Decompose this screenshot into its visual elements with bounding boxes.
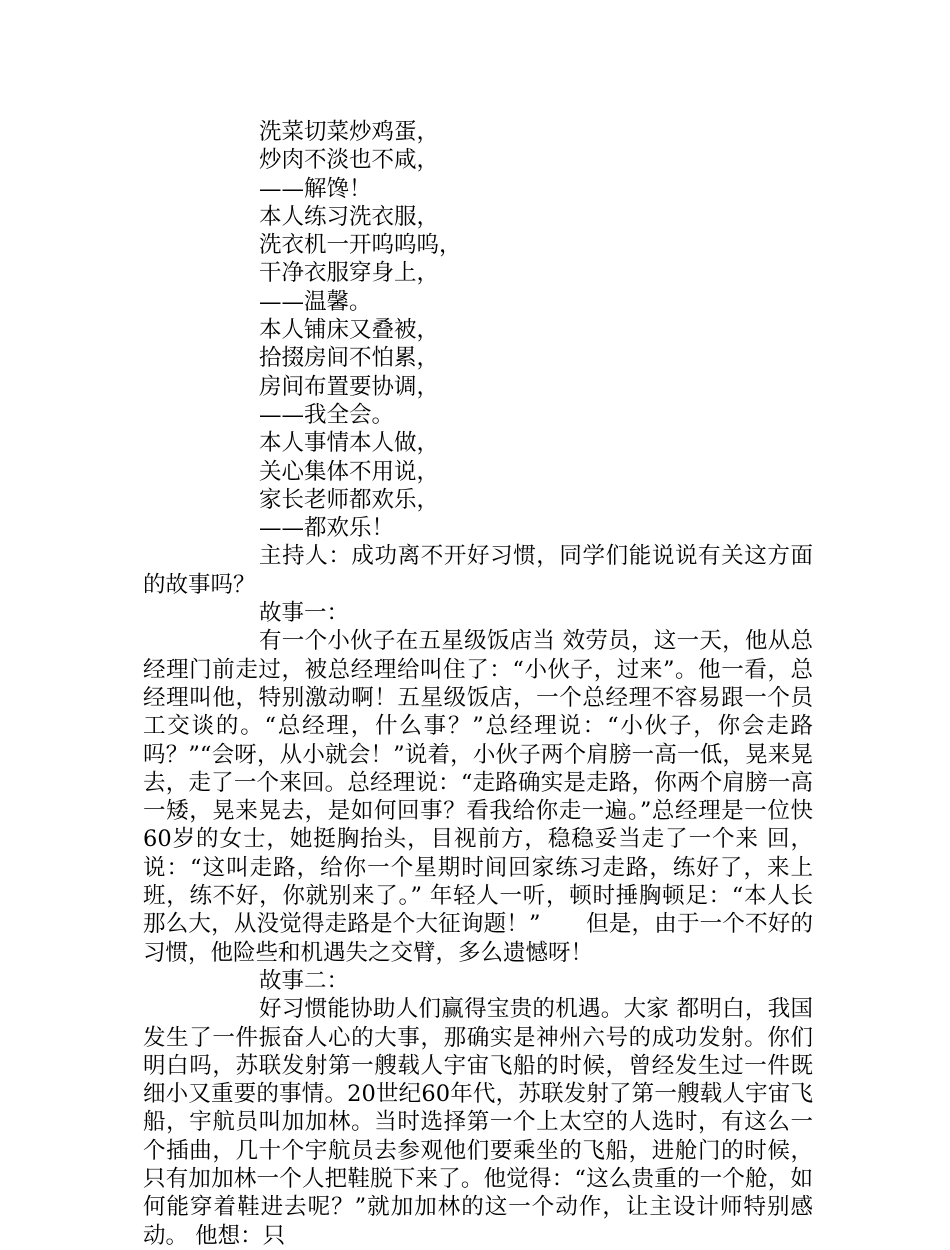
poem-line: 家长老师都欢乐，: [259, 486, 440, 513]
poem: [143, 118, 813, 542]
poem-line: 关心集体不用说，: [259, 458, 440, 485]
story1-heading: 故事一：: [259, 600, 350, 627]
poem-line: 炒肉不淡也不咸，: [259, 147, 440, 174]
poem-line: 干净衣服穿身上，: [259, 260, 440, 287]
poem-line: ——我全会。: [259, 401, 395, 428]
document-body: [143, 118, 813, 1250]
poem-line: ——解馋！: [259, 175, 372, 202]
poem-line: 洗菜切菜炒鸡蛋，: [259, 119, 440, 145]
poem-line: 本人事情本人做，: [259, 430, 440, 457]
poem-line: 拾掇房间不怕累，: [259, 345, 440, 372]
story2-heading: 故事二：: [259, 967, 350, 994]
poem-line: 本人铺床又叠被，: [259, 317, 440, 344]
poem-line: 房间布置要协调，: [259, 373, 440, 400]
story2-paragraph: 好习惯能协助人们赢得宝贵的机遇。大家 都明白，我国发生了一件振奋人心的大事，那确实是神州六号的成功发射。你们明白吗，苏联发射第一艘载人宇宙飞船的时候，曾经发生过一件既细小又重要的事情。20世纪60年代，苏联发射了第一艘载人宇宙飞船，宇航员叫加加林。当时选择第一个上太空的人选时，有这么一个插曲，几十个宇航员去参观他们要乘坐的飞船，进舱门的时候，只有加加林一个人把鞋脱下来了。他觉得：“这么贵重的一个舱，如何能穿着鞋进去呢？”就加加林的这一个动作，让主设计师特别感动。 他想：只: [143, 996, 813, 1249]
poem-line: ——都欢乐！: [259, 515, 395, 542]
poem-line: ——温馨。: [259, 288, 372, 315]
host-paragraph: 主持人：成功离不开好习惯，同学们能说说有关这方面的故事吗？: [143, 543, 813, 598]
poem-line: 洗衣机一开呜呜呜，: [259, 232, 462, 259]
story1-paragraph: 有一个小伙子在五星级饭店当 效劳员，这一天，他从总经理门前走过，被总经理给叫住了：“小伙子，过来”。他一看，总经理叫他，特别激动啊！五星级饭店，一个总经理不容易跟一个员工交谈的。“总经理，什么事？”总经理说：“小伙子，你会走路吗？”“会呀，从小就会！”说着，小伙子两个肩膀一高一低，晃来晃去，走了一个来回。总经理说：“走路确实是走路，你两个肩膀一高一矮，晃来晃去，是如何回事？看我给你走一遍。”总经理是一位快60岁的女士，她挺胸抬头，目视前方，稳稳妥当走了一个来 回，说：“这叫走路，给你一个星期时间回家练习走路，练好了，来上班，练不好，你就别来了。” 年轻人一听，顿时捶胸顿足：“本人长那么大，从没觉得走路是个大征询题！” 但是，由于一个不好的习惯，他险些和机遇失之交臂，多么遗憾呀！: [143, 628, 813, 966]
poem-line: 本人练习洗衣服，: [259, 203, 440, 230]
